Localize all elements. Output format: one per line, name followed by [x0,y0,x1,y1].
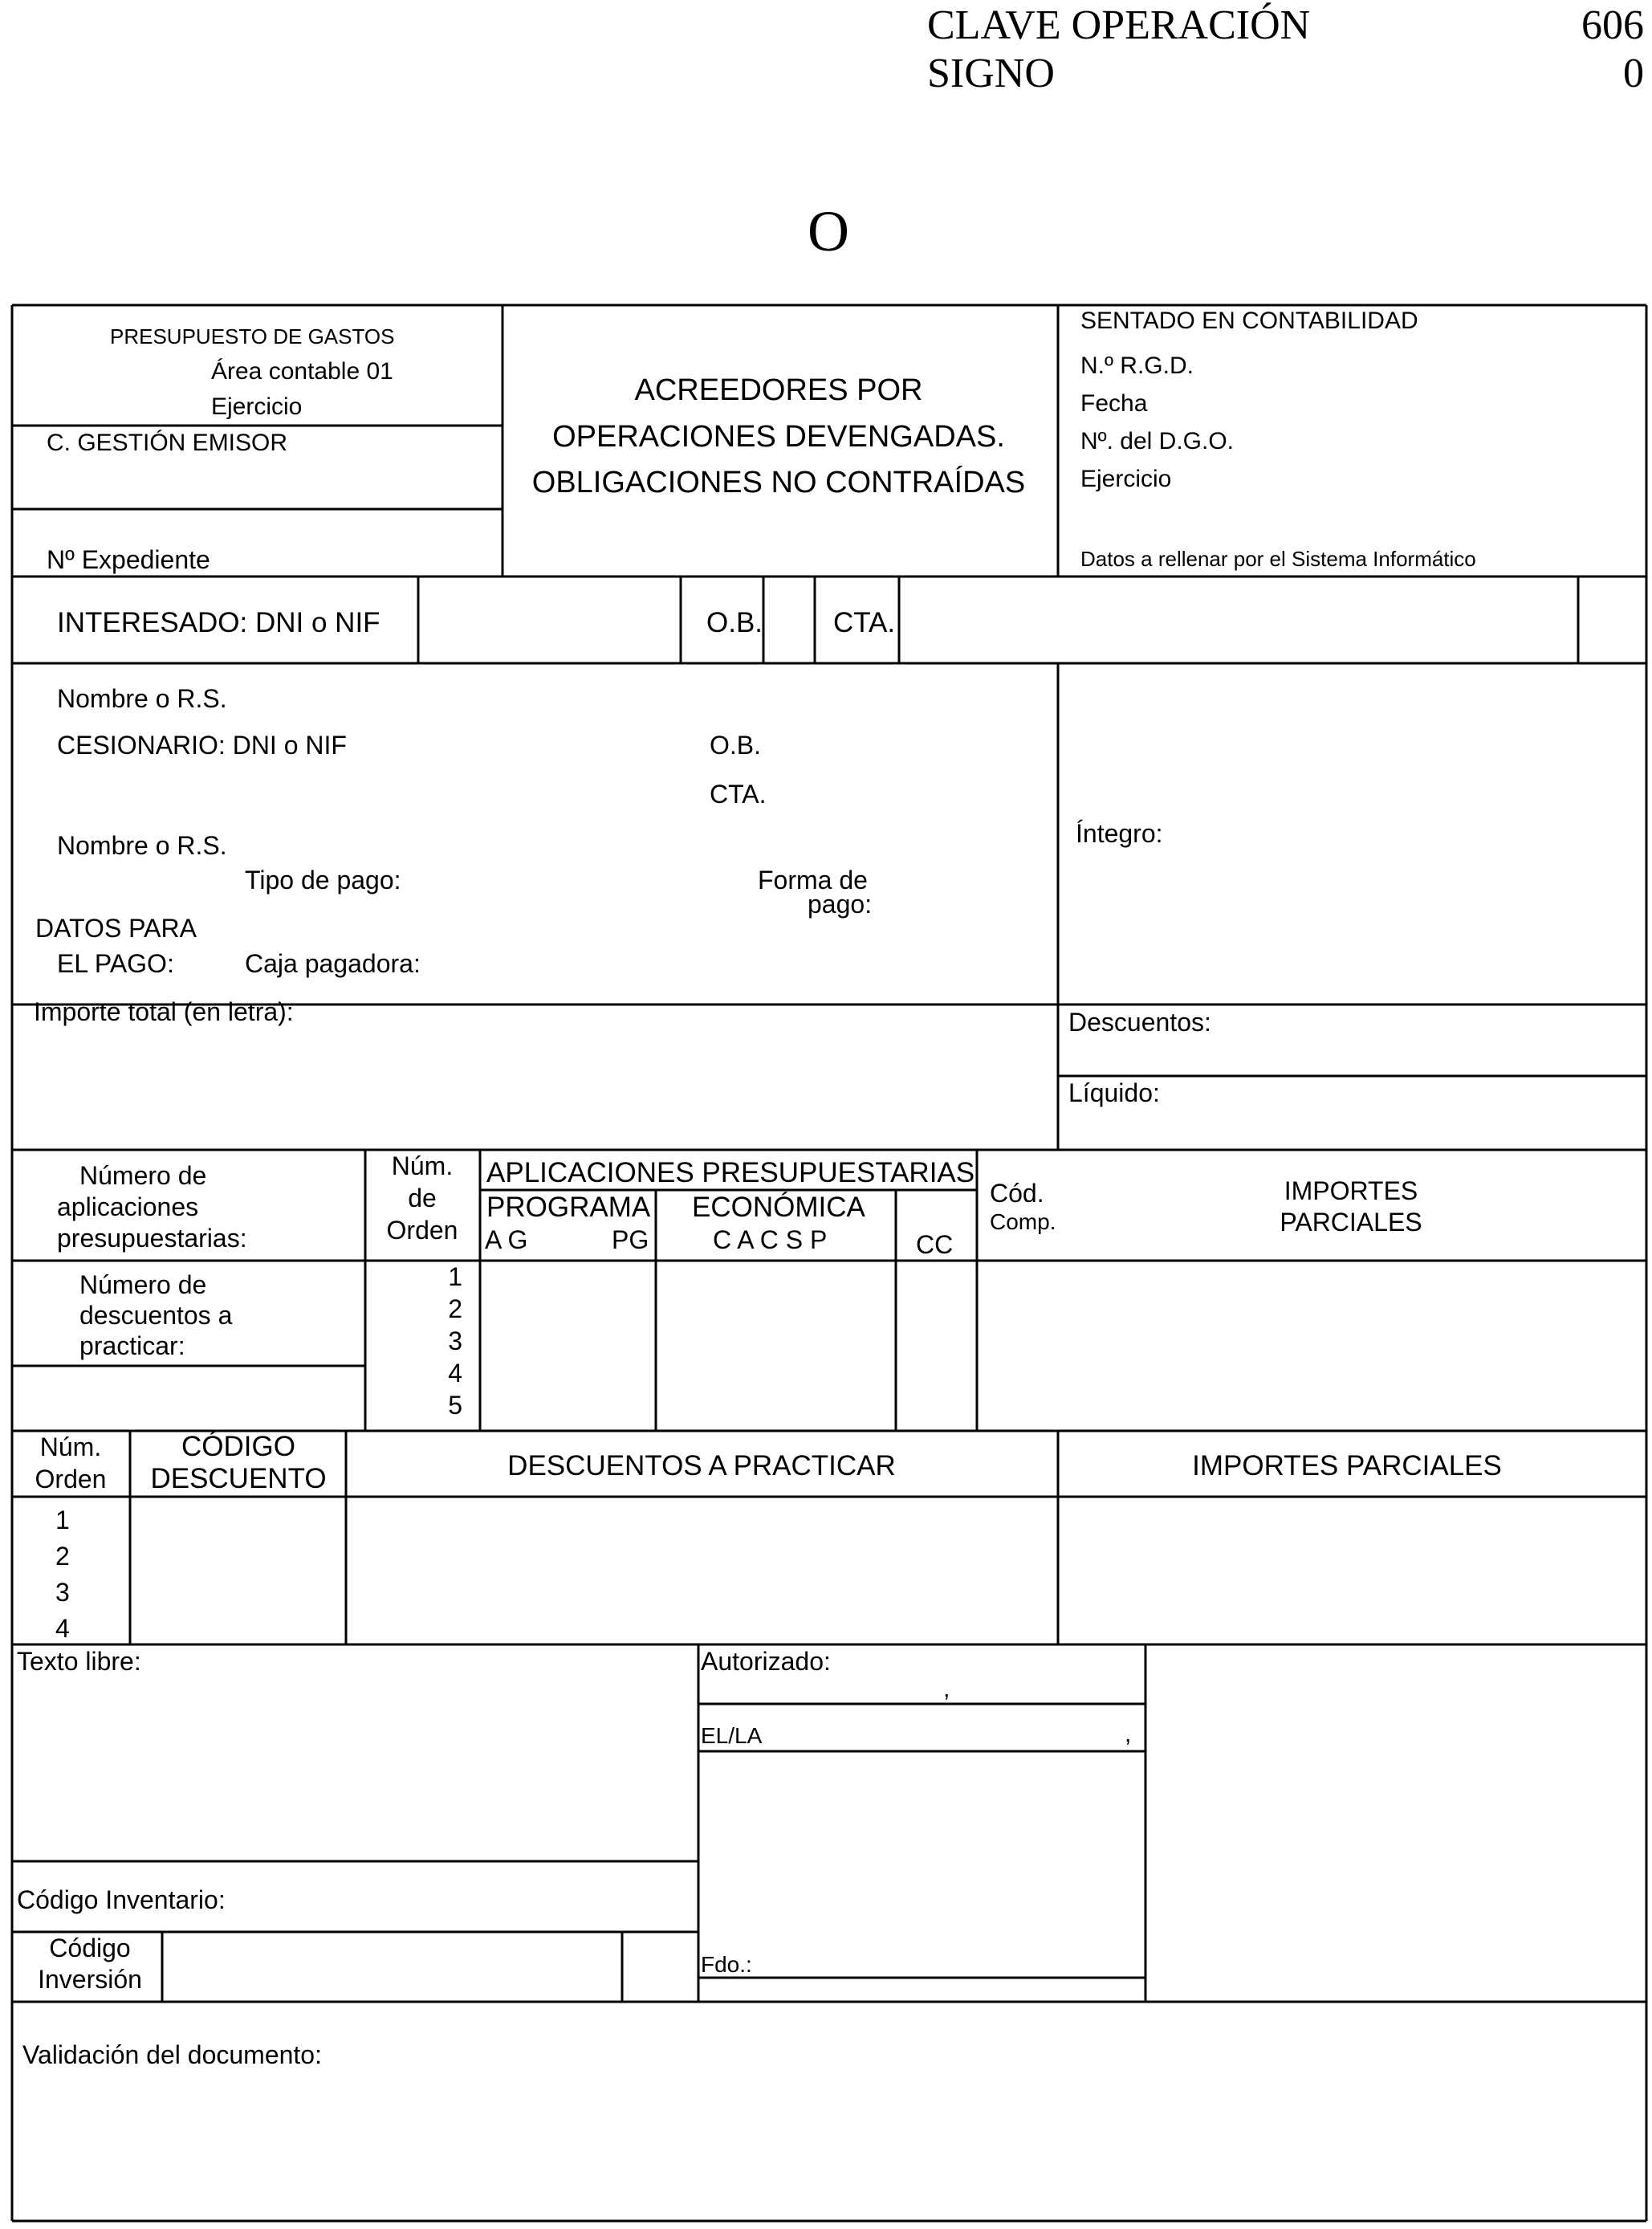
descuentos-practicar-title: DESCUENTOS A PRACTICAR [507,1450,896,1481]
codigo-inversion-line2: Inversión [38,1965,142,1994]
autorizado-label: Autorizado: [701,1647,831,1676]
cc-label: CC [916,1230,954,1259]
cesionario-ob-label: O.B. [710,731,762,760]
el-la-label: EL/LA [701,1723,763,1748]
interesado-cta-label: CTA. [833,607,896,638]
autorizado-comma: , [943,1676,950,1702]
codigo-inversion-line1: Código [49,1934,131,1962]
descuentos-label: Descuentos: [1068,1008,1211,1037]
datos-sistema-label: Datos a rellenar por el Sistema Informático [1080,547,1476,571]
desc-num-orden-line1: Núm. [39,1432,102,1461]
form-title-line2: OPERACIONES DEVENGADAS. [552,420,1005,454]
num-descuentos-line3: practicar: [79,1331,185,1360]
num-orden-header-line2: de [408,1184,437,1212]
ejercicio-label: Ejercicio [211,393,303,420]
aplicaciones-title: APLICACIONES PRESUPUESTARIAS [486,1157,975,1188]
descuentos-importes-title: IMPORTES PARCIALES [1192,1450,1502,1481]
validacion-label: Validación del documento: [22,2040,322,2069]
rgd-label: N.º R.G.D. [1080,352,1194,379]
fdo-label: Fdo.: [701,1952,752,1977]
form-title-line3: OBLIGACIONES NO CONTRAÍDAS [531,466,1026,499]
document-letter: O [808,199,849,263]
cesionario-nombre-label: Nombre o R.S. [57,831,227,860]
area-contable-label: Área contable 01 [211,358,393,385]
cod-comp-line1: Cód. [990,1179,1044,1208]
expediente-label: Nº Expediente [47,545,210,574]
nombre-rs-label: Nombre o R.S. [57,684,227,713]
datos-pago-label-line1: DATOS PARA [35,914,197,943]
signo-value: 0 [1623,51,1644,96]
desc-num-orden-line2: Orden [35,1465,107,1493]
desc-row-number: 2 [55,1542,70,1571]
pg-label: PG [612,1225,649,1254]
cesionario-label: CESIONARIO: DNI o NIF [57,731,347,760]
gestion-emisor-label: C. GESTIÓN EMISOR [47,430,288,456]
cod-comp-line2: Comp. [990,1209,1056,1234]
forma-pago-label-line2: pago: [808,890,873,919]
ejercicio-contabilidad-label: Ejercicio [1080,466,1172,492]
dgo-label: Nº. del D.G.O. [1080,428,1235,454]
aplic-row-number: 4 [448,1359,462,1388]
interesado-ob-label: O.B. [706,607,763,638]
datos-pago-label-line2: EL PAGO: [57,949,174,978]
clave-operacion-value: 606 [1581,2,1644,48]
tipo-pago-label: Tipo de pago: [245,866,401,894]
economica-label: ECONÓMICA [692,1192,865,1223]
ag-label: A G [485,1225,528,1254]
programa-label: PROGRAMA [486,1192,651,1223]
importes-parciales-line2: PARCIALES [1280,1208,1422,1237]
interesado-label: INTERESADO: DNI o NIF [57,607,380,638]
clave-operacion-label: CLAVE OPERACIÓN [927,2,1311,48]
num-aplicaciones-line2: aplicaciones [57,1192,199,1221]
fecha-label: Fecha [1080,390,1148,417]
codigo-inventario-label: Código Inventario: [17,1885,226,1914]
num-aplicaciones-line1: Número de [79,1161,207,1190]
cesionario-cta-label: CTA. [710,780,767,809]
codigo-descuento-line2: DESCUENTO [150,1463,327,1494]
num-aplicaciones-line3: presupuestarias: [57,1224,247,1253]
integro-label: Íntegro: [1076,819,1163,848]
presupuesto-label: PRESUPUESTO DE GASTOS [110,324,395,348]
el-la-comma: , [1125,1721,1132,1747]
aplic-row-number: 1 [448,1262,462,1291]
signo-label: SIGNO [927,51,1055,96]
num-orden-header-line3: Orden [386,1216,458,1245]
aplic-row-number: 5 [448,1391,462,1420]
desc-row-number: 3 [55,1578,70,1607]
codigo-descuento-line1: CÓDIGO [181,1431,295,1462]
num-descuentos-line2: descuentos a [79,1301,233,1330]
num-orden-header-line1: Núm. [391,1151,454,1180]
forma-pago-label-line1: Forma de [758,866,868,894]
caja-pagadora-label: Caja pagadora: [245,949,421,978]
liquido-label: Líquido: [1068,1078,1160,1107]
importe-total-label: Importe total (en letra): [34,997,294,1026]
desc-row-number: 4 [55,1614,70,1643]
desc-row-number: 1 [55,1506,70,1534]
aplic-row-number: 2 [448,1294,462,1323]
cacsp-label: C A C S P [713,1225,828,1254]
num-descuentos-line1: Número de [79,1270,207,1299]
aplic-row-number: 3 [448,1326,462,1355]
texto-libre-label: Texto libre: [17,1647,141,1676]
form-title-line1: ACREEDORES POR [634,373,923,407]
importes-parciales-line1: IMPORTES [1284,1176,1418,1205]
sentado-contabilidad-label: SENTADO EN CONTABILIDAD [1080,308,1418,334]
